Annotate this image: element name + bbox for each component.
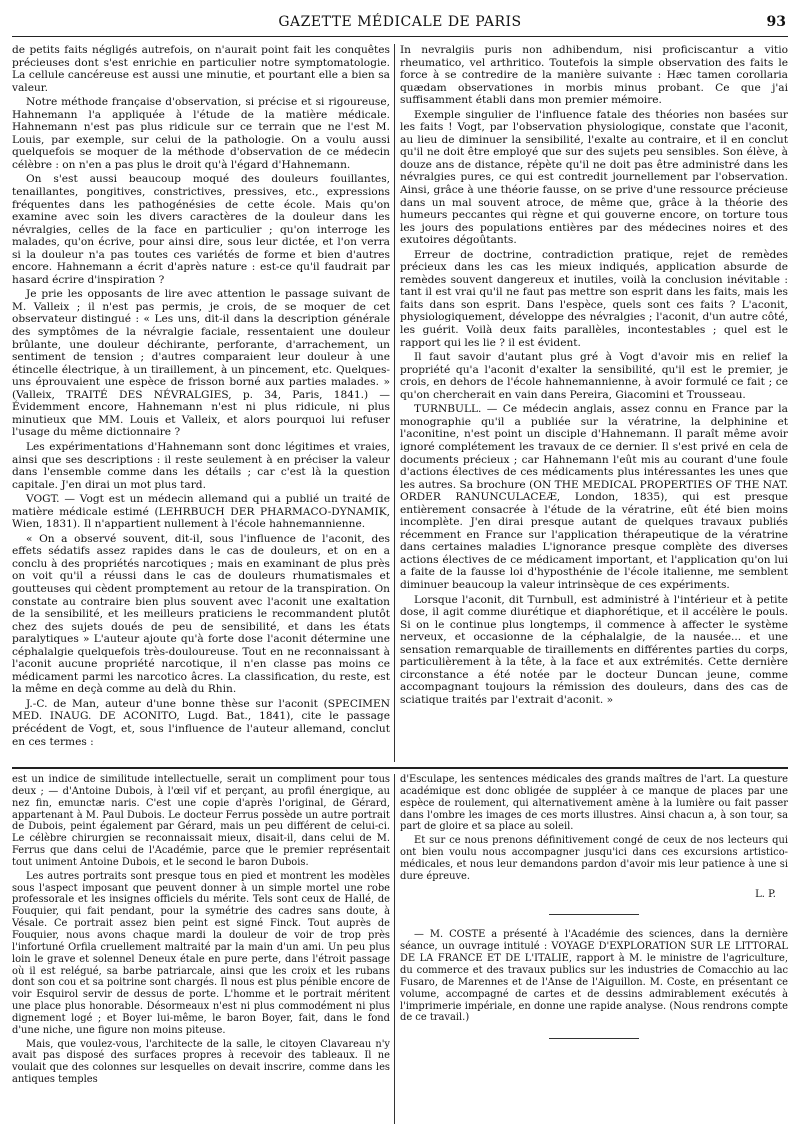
paragraph: « On a observé souvent, dit-il, sous l'influence de l'aconit, des effets sédatifs assez rapides dans le cas de douleurs, et on en a conclu à des propriétés narcotiques ; mais en examinant de plus près on voit qu'il a réussi dans le cas de douleurs rhumatismales et goutteuses qui cèdent promptement au retour de la transpiration. On constate au contraire bien plus souvent avec l'aconit une exaltation de la sensibilité, et les meilleurs praticiens le recommandent plutôt chez des sujets doués de peu de sensibilité, et dans les états paralytiques » L'auteur ajoute qu'à forte dose l'aconit détermine une céphalalgie quelquefois très-douloureuse. Tout en ne reconnaissant à l'aconit aucune propriété narcotique, il n'en classe pas moins ce médicament parmi les narcotico âcres. La classification, du reste, est la même en deçà comme au delà du Rhin. [12, 532, 390, 696]
section-rule [549, 914, 639, 915]
paragraph: Erreur de doctrine, contradiction pratique, rejet de remèdes précieux dans les cas les mieux indiqués, application absurde de remèdes souvent dangereux et inutiles, voilà la conclusion inévitable : tant il est vrai qu'il ne faut pas mettre son esprit dans les faits, mais les faits dans son esprit. Dans l'espèce, quels sont ces faits ? L'aconit, physiologiquement, développe des névralgies ; l'aconit, d'un autre côté, les guérit. Voilà deux faits parallèles, incontestables ; quel est le rapport qui les lie ? il est évident. [400, 248, 788, 349]
paragraph: Les autres portraits sont presque tous en pied et montrent les modèles sous l'aspect imposant que peuvent donner à un simple mortel une robe professorale et les insignes officiels du mérite. Tels sont ceux de Hallé, de Fouquier, qui fait pendant, pour la symétrie des cadres sans doute, à Vésale. Ce portrait assez bien peint est signé Finck. Tout auprès de Fouquier, nous avons chaque mardi la douleur de voir de trop près l'infortuné Orfila cruellement maltraité par la main d'un ami. Un peu plus loin le grave et solennel Deneux étale en pure perte, dans l'étroit passage où il est relégué, sa barbe patriarcale, ainsi que les croix et les rubans dont son cou et sa poitrine sont chargés. Il nous est plus pénible encore de voir Esquirol servir de dessus de porte. L'homme et le portrait méritent une place plus honorable. Désormeaux n'est ni plus commodément ni plus dignement logé ; et Boyer lui-même, le baron Boyer, fait, dans le fond d'une niche, une figure non moins piteuse. [12, 870, 390, 1036]
paragraph: Et sur ce nous prenons définitivement congé de ceux de nos lecteurs qui ont bien voulu nous accompagner jusqu'ici dans ces excursions artistico-médicales, et nous leur demandons pardon d'avoir mis leur patience à une si dure épreuve. [400, 835, 788, 882]
academy-notice: — M. COSTE a présenté à l'Académie des sciences, dans la dernière séance, un ouvrage intitulé : VOYAGE D'EXPLORATION SUR LE LITTORAL DE LA FRANCE ET DE L'ITALIE, rapport à M. le ministre de l'agriculture, du commerce et des travaux publics sur les industries de Comacchio au lac Fusaro, de Marennes et de l'Anse de l'Aiguillon. M. Coste, en présentant ce volume, accompagné de cartes et de dessins admirablement exécutés à l'imprimerie impériale, en donne une rapide analyse. (Nous rendrons compte de ce travail.) [400, 929, 788, 1024]
top-left-column [12, 44, 390, 762]
paragraph: de petits faits négligés autrefois, on n'aurait point fait les conquêtes précieuses dont s'est enrichie en particulier notre symptomatologie. La cellule cancéreuse est aussi une minutie, et pourtant elle a bien sa valeur. [12, 44, 390, 94]
column-divider [394, 44, 395, 762]
paragraph: J.-C. de Man, auteur d'une bonne thèse sur l'aconit (SPECIMEN MED. INAUG. DE ACONITO, Lugd. Bat., 1841), cite le passage précédent de Vogt, et, sous l'influence de l'auteur allemand, conclut en ces termes : [12, 697, 390, 748]
paragraph: Lorsque l'aconit, dit Turnbull, est administré à l'intérieur et à petite dose, il agit comme diurétique et diaphorétique, et il accélère le pouls. Si on le continue plus longtemps, il commence à affecter le système nerveux, et occasionne de la céphalalgie, de la nausée... et une sensation remarquable de tiraillements en différentes parties du corps, particulièrement à la tête, à la face et aux extrémités. Cette dernière circonstance a été notée par le docteur Duncan jeune, comme accompagnant toujours la rémission des douleurs, dans des cas de sciatique traités par l'extrait d'aconit. » [400, 593, 788, 706]
journal-title: GAZETTE MÉDICALE DE PARIS [278, 14, 522, 30]
paragraph: Je prie les opposants de lire avec attention le passage suivant de M. Valleix ; il n'est pas permis, je crois, de se moquer de cet observateur distingué : « Les uns, dit-il dans la description générale des symptômes de la névralgie faciale, ressentaient une douleur brûlante, une douleur déchirante, perforante, d'arrachement, un sentiment de tension ; d'autres comparaient leur douleur à une étincelle électrique, à un tiraillement, à un pincement, etc. Quelques-uns éprouvaient une espèce de frisson borné aux parties malades. » (Valleix, TRAITÉ DES NÉVRALGIES, p. 34, Paris, 1841.) — Évidemment encore, Hahnemann n'est ni plus ridicule, ni plus minutieux que MM. Louis et Valleix, et alors pourquoi lui refuser l'usage du même dictionnaire ? [12, 288, 390, 439]
page-header [12, 10, 788, 37]
top-right-column [400, 44, 788, 762]
paragraph: d'Esculape, les sentences médicales des grands maîtres de l'art. La questure académique est donc obligée de suppléer à ce manque de places par une espèce de roulement, qui alternativement amène à la lumière ou fait passer dans l'ombre les images de ces morts illustres. Ainsi chacun a, à son tour, sa part de gloire et sa place au soleil. [400, 774, 788, 833]
paragraph: On s'est aussi beaucoup moqué des douleurs fouillantes, tenaillantes, pongitives, constrictives, pressives, etc., expressions fréquentes dans les pathogénésies de cette école. Mais qu'on examine avec soin les divers caractères de la douleur dans les névralgies, celles de la face en particulier ; qu'on interroge les malades, qu'on écrive, pour ainsi dire, sous leur dictée, et l'on verra si la douleur n'a pas toutes ces variétés de forme et bien d'autres encore. Hahnemann a écrit d'après nature : est-ce qu'il faudrait par hasard écrire d'inspiration ? [12, 173, 390, 286]
paragraph: VOGT. — Vogt est un médecin allemand qui a publié un traité de matière médicale estimé (LEHRBUCH DER PHARMACO-DYNAMIK, Wien, 1831). Il n'appartient nullement à l'école hahnemannienne. [12, 493, 390, 531]
section-rule [549, 1038, 639, 1039]
paragraph: Exemple singulier de l'influence fatale des théories non basées sur les faits ! Vogt, par l'observation physiologique, constate que l'aconit, au lieu de diminuer la sensibilité, l'exalte au contraire, et il en conclut qu'il ne doit être employé que sur des sujets peu sensibles. Son élève, à douze ans de distance, répète qu'il ne doit pas être administré dans les névralgies pures, ce qui est contredit journellement par l'observation. Ainsi, grâce à une théorie fausse, on se prive d'une ressource précieuse dans un mal souvent atroce, de même que, grâce à la théorie des humeurs peccantes qui règne et qui gouverne encore, on torture tous les jours des populations entières par des médecines noires et des exutoires dégoûtants. [400, 108, 788, 247]
bottom-right-column [400, 774, 788, 1124]
newspaper-page [12, 10, 788, 1124]
page-number: 93 [766, 14, 786, 30]
paragraph: est un indice de similitude intellectuelle, serait un compliment pour tous deux ; — d'Antoine Dubois, à l'œil vif et perçant, au profil énergique, au nez fin, emunctæ naris. C'est une copie d'après l'original, de Gérard, appartenant à M. Paul Dubois. Le docteur Ferrus possède un autre portrait de Dubois, peint également par Gérard, mais un peu différent de celui-ci. Le célèbre chirurgien se reconnaissait mieux, disait-il, dans celui de M. Ferrus que dans celui de l'Académie, parce que le premier représentait tout uniment Antoine Dubois, et le second le baron Dubois. [12, 774, 390, 868]
paragraph: Les expérimentations d'Hahnemann sont donc légitimes et vraies, ainsi que ses descriptions : il reste seulement à en préciser la valeur dans l'ensemble comme dans les détails ; car c'est là la question capitale. J'en dirai un mot plus tard. [12, 440, 390, 491]
paragraph: Mais, que voulez-vous, l'architecte de la salle, le citoyen Clavareau n'y avait pas disposé des surfaces propres à recevoir des tableaux. Il ne voulait que des colonnes sur lesquelles on devait inscrire, comme dans les antiques temples [12, 1038, 390, 1086]
bottom-left-column [12, 774, 390, 1124]
column-divider [394, 774, 395, 1124]
feuilleton-divider [12, 767, 788, 769]
paragraph: Notre méthode française d'observation, si précise et si rigoureuse, Hahnemann l'a appliquée à l'étude de la matière médicale. Hahnemann n'est pas plus ridicule sur ce terrain que ne l'est M. Louis, par exemple, sur celui de la pathologie. On a voulu aussi quelquefois se moquer de la méthode d'observation de ce médecin célèbre : on n'en a pas plus le droit qu'à l'égard d'Hahnemann. [12, 96, 390, 171]
paragraph: In nevralgiis puris non adhibendum, nisi proficiscantur a vitio rheumatico, vel arthritico. Toutefois la simple observation des faits le force à se contredire de la manière suivante : Hæc tamen corollaria quædam observationes in morbis minus probant. Ce que j'ai suffisamment établi dans mon premier mémoire. [400, 44, 788, 107]
author-signature: L. P. [755, 888, 776, 900]
paragraph: Il faut savoir d'autant plus gré à Vogt d'avoir mis en relief la propriété qu'a l'aconit d'exalter la sensibilité, qu'il est le premier, je crois, en dehors de l'école hahnemannienne, à avoir formulé ce fait ; ce qu'on chercherait en vain dans Pereira, Giacomini et Trousseau. [400, 351, 788, 401]
paragraph: TURNBULL. — Ce médecin anglais, assez connu en France par la monographie qu'il a publiée sur la vératrine, la delphinine et l'aconitine, n'est point un disciple d'Hahnemann. Il paraît même avoir ignoré complétement les travaux de ce dernier. Il s'est privé en cela de documents précieux ; car Hahnemann l'eût mis au courant d'une foule d'actions électives de ces médicaments plus intéressantes les unes que les autres. Sa brochure (ON THE MEDICAL PROPERTIES OF THE NAT. ORDER RANUNCULACEÆ, London, 1835), qui est presque entièrement consacrée à l'étude de la vératrine, eût été bien moins incomplète. J'en dirai presque autant de quelques travaux publiés récemment en France sur l'application thérapeutique de la vératrine dans certaines maladies L'ignorance presque complète des diverses actions électives de ce médicament important, et l'application qu'on lui a faite de la fausse loi d'hyposthénie de l'école italienne, me semblent diminuer beaucoup la valeur intrinsèque de ces expériments. [400, 403, 788, 591]
